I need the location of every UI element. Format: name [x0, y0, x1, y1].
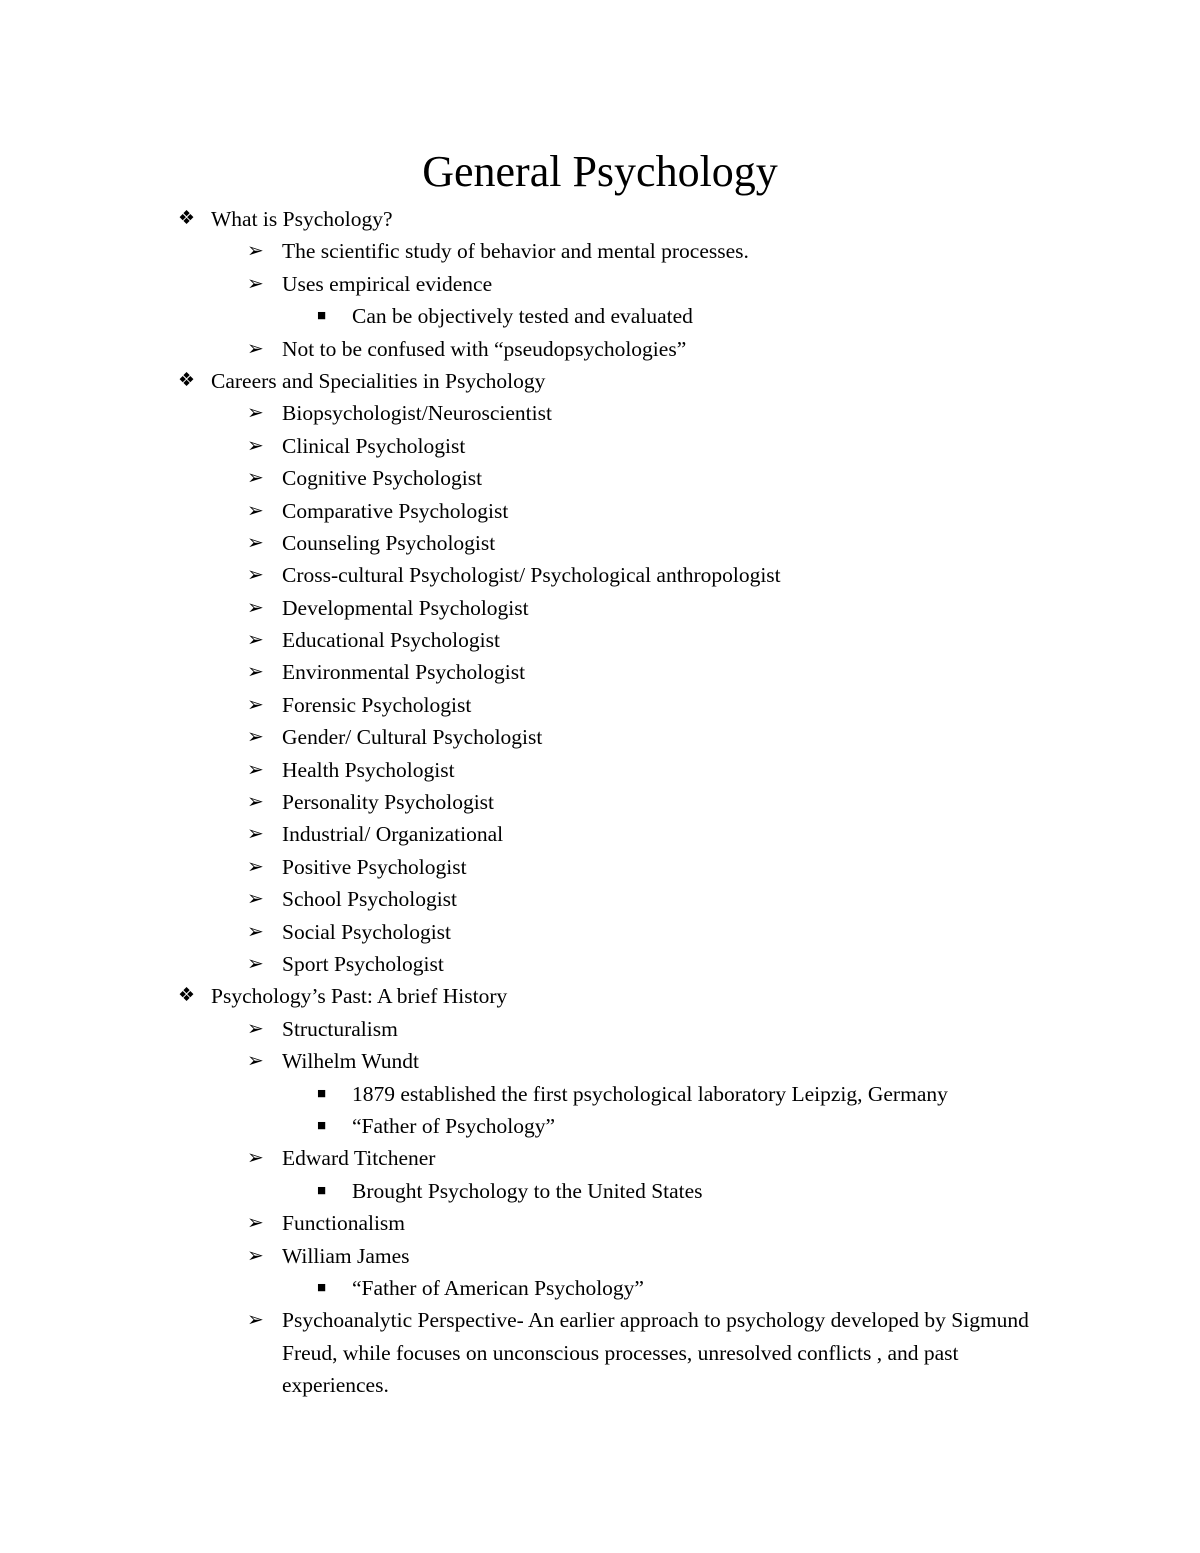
outline-item-text: Psychology’s Past: A brief History [211, 984, 508, 1009]
arrowhead-bullet-icon: ➢ [247, 952, 264, 975]
arrowhead-bullet-icon: ➢ [247, 1309, 264, 1332]
outline-item-level-2 [0, 721, 1200, 753]
diamond-bullet-icon: ❖ [178, 985, 196, 1007]
outline-item-text: Personality Psychologist [282, 790, 495, 815]
outline-item-text: 1879 established the first psychological laboratory Leipzig, Germany [352, 1081, 948, 1106]
square-bullet-icon: ■ [317, 1279, 327, 1296]
outline-item-text: The scientific study of behavior and mental processes. [282, 239, 749, 264]
outline-item-text: Wilhelm Wundt [282, 1049, 420, 1074]
square-bullet-icon: ■ [317, 1117, 327, 1134]
outline-item-level-1 [0, 980, 1200, 1012]
outline-item-text: Industrial/ Organizational [282, 822, 504, 847]
outline-item-text: Comparative Psychologist [282, 498, 509, 523]
outline-item-text: Structuralism [282, 1016, 398, 1041]
outline-item-level-2 [0, 235, 1200, 267]
outline-item-level-3 [0, 300, 1200, 332]
outline-item-level-2 [0, 495, 1200, 527]
outline-item-text: Edward Titchener [282, 1146, 436, 1171]
outline-item-level-2 [0, 592, 1200, 624]
outline-item-level-2 [0, 1207, 1200, 1239]
arrowhead-bullet-icon: ➢ [247, 434, 264, 457]
outline-item-text: Health Psychologist [282, 757, 455, 782]
outline-item-text: School Psychologist [282, 887, 458, 912]
square-bullet-icon: ■ [317, 1085, 327, 1102]
outline-item-level-2 [0, 1013, 1200, 1045]
outline-item-text: Uses empirical evidence [282, 271, 493, 296]
outline-item-text: “Father of Psychology” [352, 1113, 556, 1138]
outline-item-level-2 [0, 754, 1200, 786]
outline-item-level-2 [0, 397, 1200, 429]
outline-item-level-1 [0, 203, 1200, 235]
outline-item-level-2 [0, 268, 1200, 300]
outline-item-level-2 [0, 1045, 1200, 1077]
arrowhead-bullet-icon: ➢ [247, 855, 264, 878]
outline-item-level-2 [0, 527, 1200, 559]
outline-item-level-2 [0, 656, 1200, 688]
outline-item-level-2 [0, 689, 1200, 721]
outline-item-text: Forensic Psychologist [282, 692, 472, 717]
square-bullet-icon: ■ [317, 1182, 327, 1199]
outline-item-level-3 [0, 1110, 1200, 1142]
outline-item-level-2 [0, 559, 1200, 591]
outline-item-text: Brought Psychology to the United States [352, 1178, 703, 1203]
outline-item-level-3 [0, 1175, 1200, 1207]
arrowhead-bullet-icon: ➢ [247, 661, 264, 684]
arrowhead-bullet-icon: ➢ [247, 693, 264, 716]
arrowhead-bullet-icon: ➢ [247, 596, 264, 619]
outline-item-text: Biopsychologist/Neuroscientist [282, 401, 552, 426]
outline-item-text: Social Psychologist [282, 919, 452, 944]
arrowhead-bullet-icon: ➢ [247, 629, 264, 652]
arrowhead-bullet-icon: ➢ [247, 467, 264, 490]
outline-item-level-3 [0, 1078, 1200, 1110]
square-bullet-icon: ■ [317, 308, 327, 325]
outline-list [0, 203, 1200, 1402]
outline-item-level-2 [0, 624, 1200, 656]
outline-item-text: “Father of American Psychology” [352, 1275, 644, 1300]
outline-item-text: Cross-cultural Psychologist/ Psychological anthropologist [282, 563, 781, 588]
outline-item-level-2 [0, 462, 1200, 494]
diamond-bullet-icon: ❖ [178, 369, 196, 391]
arrowhead-bullet-icon: ➢ [247, 726, 264, 749]
outline-item-text: Psychoanalytic Perspective- An earlier approach to psychology developed by Sigmund Freud, while focuses on unconscious processes, unresolved conflicts , and past experiences. [282, 1308, 1029, 1398]
arrowhead-bullet-icon: ➢ [247, 499, 264, 522]
outline-item-level-2 [0, 1142, 1200, 1174]
arrowhead-bullet-icon: ➢ [247, 402, 264, 425]
outline-item-level-3 [0, 1272, 1200, 1304]
outline-item-text: William James [282, 1243, 410, 1268]
arrowhead-bullet-icon: ➢ [247, 1017, 264, 1040]
outline-item-text: What is Psychology? [211, 207, 393, 231]
outline-item-text: Developmental Psychologist [282, 595, 529, 620]
outline-item-level-2 [0, 948, 1200, 980]
arrowhead-bullet-icon: ➢ [247, 337, 264, 360]
arrowhead-bullet-icon: ➢ [247, 1212, 264, 1235]
arrowhead-bullet-icon: ➢ [247, 1050, 264, 1073]
arrowhead-bullet-icon: ➢ [247, 564, 264, 587]
outline-item-level-2 [0, 333, 1200, 365]
arrowhead-bullet-icon: ➢ [247, 758, 264, 781]
outline-item-text: Counseling Psychologist [282, 530, 496, 555]
outline-item-text: Educational Psychologist [282, 628, 500, 653]
arrowhead-bullet-icon: ➢ [247, 888, 264, 911]
outline-item-level-2 [0, 430, 1200, 462]
outline-item-text: Gender/ Cultural Psychologist [282, 725, 543, 750]
arrowhead-bullet-icon: ➢ [247, 272, 264, 295]
arrowhead-bullet-icon: ➢ [247, 823, 264, 846]
outline-item-level-2 [0, 1240, 1200, 1272]
outline-item-text: Sport Psychologist [282, 951, 444, 976]
arrowhead-bullet-icon: ➢ [247, 791, 264, 814]
arrowhead-bullet-icon: ➢ [247, 240, 264, 263]
outline-item-text: Can be objectively tested and evaluated [352, 304, 693, 329]
arrowhead-bullet-icon: ➢ [247, 1147, 264, 1170]
page-title: General Psychology [422, 147, 778, 196]
outline-item-text: Environmental Psychologist [282, 660, 526, 685]
outline-item-text: Not to be confused with “pseudopsychologies” [282, 336, 687, 361]
outline-item-text: Careers and Specialities in Psychology [211, 368, 546, 393]
outline-item-level-1 [0, 365, 1200, 397]
outline-item-text: Cognitive Psychologist [282, 466, 483, 491]
outline-item-level-2 [0, 1304, 1200, 1401]
outline-item-level-2 [0, 916, 1200, 948]
diamond-bullet-icon: ❖ [178, 208, 196, 229]
outline-item-level-2 [0, 786, 1200, 818]
outline-item-level-2 [0, 851, 1200, 883]
outline-item-level-2 [0, 818, 1200, 850]
outline-item-text: Clinical Psychologist [282, 433, 466, 458]
outline-item-text: Functionalism [282, 1211, 406, 1236]
arrowhead-bullet-icon: ➢ [247, 531, 264, 554]
outline-item-text: Positive Psychologist [282, 854, 467, 879]
arrowhead-bullet-icon: ➢ [247, 1244, 264, 1267]
arrowhead-bullet-icon: ➢ [247, 920, 264, 943]
outline-item-level-2 [0, 883, 1200, 915]
